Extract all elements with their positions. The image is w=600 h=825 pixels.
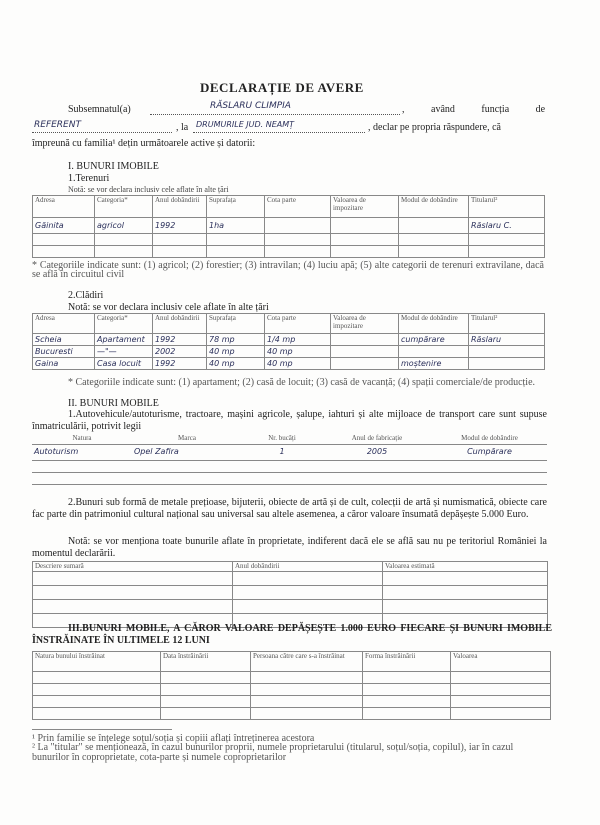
table-cell: 40 mp	[265, 358, 331, 370]
table-row	[32, 444, 547, 460]
institution-underline	[193, 132, 365, 133]
table-row	[33, 572, 548, 586]
header-cell: Titularul²	[469, 314, 545, 334]
header-cell: Suprafața	[207, 314, 265, 334]
footnote-1: ¹ Prin familie se înțelege soțul/soția și copiii aflați întreținerea acestora	[32, 733, 315, 744]
header-cell: Anul dobândirii	[153, 196, 207, 218]
header-cell: Natura bunului înstrăinat	[33, 652, 161, 672]
table-cell: 1992	[153, 358, 207, 370]
header-cell: Adresa	[33, 196, 95, 218]
cladiri-footnote: * Categoriile indicate sunt: (1) apartament; (2) casă de locuit; (3) casă de vacanță; (4) spații comerciale/de producție.	[68, 377, 536, 388]
header-cell: Marca	[132, 434, 242, 444]
table-cell	[331, 358, 399, 370]
header-cell: Adresa	[33, 314, 95, 334]
table-cell: Răslaru C.	[469, 218, 545, 234]
intro-functie: , având funcția de	[402, 104, 546, 115]
terenuri-footnote: * Categoriile indicate sunt: (1) agricol; (2) forestier; (3) intravilan; (4) luciu apă; (5) alte categorii de terenuri extravilane, dacă se află în circuitul civil	[32, 260, 544, 280]
declarant-institution: DRUMURILE JUD. NEAMȚ	[196, 120, 295, 129]
table-row	[33, 334, 545, 346]
table-cell: 1/4 mp	[265, 334, 331, 346]
table-cell: 2005	[322, 444, 432, 460]
vehicles-table	[32, 434, 547, 485]
terenuri-table	[32, 195, 545, 258]
cladiri-table	[32, 313, 545, 370]
header-cell: Valoarea de impozitare	[331, 196, 399, 218]
header-cell: Modul de dobândire	[399, 314, 469, 334]
table-cell	[331, 334, 399, 346]
header-cell: Anul dobândirii	[153, 314, 207, 334]
table-cell: cumpărare	[399, 334, 469, 346]
name-underline	[150, 114, 400, 115]
header-cell: Persoana către care s-a înstrăinat	[251, 652, 363, 672]
table-cell: 1	[242, 444, 322, 460]
table-row	[33, 708, 551, 720]
table-cell: Apartament	[95, 334, 153, 346]
declarant-name: RĂSLARU CLIMPIA	[210, 101, 291, 111]
valuables-table	[32, 561, 548, 628]
page-title: DECLARAȚIE DE AVERE	[200, 80, 364, 95]
header-cell: Data înstrăinării	[161, 652, 251, 672]
intro-line2: împreună cu familia¹ dețin următoarele active și datorii:	[32, 138, 256, 149]
alienated-table	[32, 651, 551, 720]
section2-p1: 1.Autovehicule/autoturisme, tractoare, mașini agricole, șalupe, iahturi și alte mijloace de transport care sunt supuse înmatriculării, potrivit legii	[32, 409, 547, 432]
header-cell: Modul de dobândire	[399, 196, 469, 218]
intro-la: , la	[176, 122, 189, 133]
table-cell	[399, 218, 469, 234]
header-cell: Cota parte	[265, 314, 331, 334]
table-cell: 40 mp	[207, 358, 265, 370]
table-cell: Gaina	[33, 358, 95, 370]
terenuri-note: Notă: se vor declara inclusiv cele aflate în alte țări	[68, 185, 229, 194]
header-cell: Descriere sumară	[33, 562, 233, 572]
table-row	[33, 358, 545, 370]
section2-heading: II. BUNURI MOBILE	[68, 398, 159, 409]
header-cell: Categoria*	[95, 314, 153, 334]
table-cell: agricol	[95, 218, 153, 234]
intro-declar: , declar pe propria răspundere, că	[368, 122, 501, 133]
section2-p3: Notă: se vor menționa toate bunurile aflate în proprietate, indiferent dacă ele se află sau nu pe teritoriul României la momentul declarării.	[32, 536, 547, 559]
table-cell	[399, 346, 469, 358]
header-cell: Categoria*	[95, 196, 153, 218]
table-cell: Răslaru	[469, 334, 545, 346]
header-cell: Forma înstrăinării	[363, 652, 451, 672]
header-cell: Anul de fabricație	[322, 434, 432, 444]
header-cell: Valoarea de impozitare	[331, 314, 399, 334]
table-cell: Găinita	[33, 218, 95, 234]
table-cell: Autoturism	[32, 444, 132, 460]
table-cell: 1992	[153, 218, 207, 234]
table-header-row	[33, 562, 548, 572]
terenuri-title: 1.Terenuri	[68, 173, 110, 184]
table-cell	[469, 358, 545, 370]
table-cell	[265, 218, 331, 234]
table-cell: 78 mp	[207, 334, 265, 346]
footnote-separator	[32, 729, 172, 730]
table-cell: Opel Zafira	[132, 444, 242, 460]
footnote-2: ² La "titular" se menționează, în cazul bunurilor proprii, numele proprietarului (titularul, soțul/soția, copilul), iar în cazul bunurilor în coproprietate, cota-parte și numele coproprietarilor	[32, 742, 514, 763]
table-row	[32, 460, 547, 472]
table-cell: Bucuresti	[33, 346, 95, 358]
section1-heading: I. BUNURI IMOBILE	[68, 161, 159, 172]
table-header-row	[32, 434, 547, 444]
table-cell	[469, 346, 545, 358]
cladiri-title: 2.Clădiri	[68, 290, 104, 301]
table-header-row	[33, 314, 545, 334]
table-cell: 1ha	[207, 218, 265, 234]
table-cell	[331, 218, 399, 234]
table-row	[33, 672, 551, 684]
table-cell: 2002	[153, 346, 207, 358]
table-cell: 40 mp	[207, 346, 265, 358]
table-cell: Cumpărare	[432, 444, 547, 460]
table-cell: Scheia	[33, 334, 95, 346]
table-cell: Casa locuit	[95, 358, 153, 370]
intro-subsemnatul: Subsemnatul(a)	[68, 104, 131, 115]
declarant-function: REFERENT	[34, 120, 81, 130]
table-cell: —"—	[95, 346, 153, 358]
section3-heading: III.BUNURI MOBILE, A CĂROR VALOARE DEPĂȘEȘTE 1.000 EURO FIECARE ȘI BUNURI IMOBILE ÎNSTRĂINATE ÎN ULTIMELE 12 LUNI	[32, 623, 552, 646]
table-row	[32, 472, 547, 484]
table-row	[33, 346, 545, 358]
table-row	[33, 600, 548, 614]
table-row	[33, 696, 551, 708]
header-cell: Natura	[32, 434, 132, 444]
section2-p2: 2.Bunuri sub formă de metale prețioase, bijuterii, obiecte de artă și de cult, colecții de artă și numismatică, obiecte care fac parte din patrimoniul cultural național sau universal sau altele asemenea, a căror valoare însumată depășește 5.000 Euro.	[32, 497, 547, 520]
function-underline	[32, 132, 172, 133]
table-header-row	[33, 196, 545, 218]
table-row	[33, 246, 545, 258]
table-row	[33, 586, 548, 600]
header-cell: Anul dobândirii	[233, 562, 383, 572]
cladiri-note: Notă: se vor declara inclusiv cele aflate în alte țări	[68, 302, 269, 313]
table-cell: 1992	[153, 334, 207, 346]
table-header-row	[33, 652, 551, 672]
header-cell: Nr. bucăți	[242, 434, 322, 444]
table-cell	[331, 346, 399, 358]
header-cell: Titularul²	[469, 196, 545, 218]
header-cell: Valoarea	[451, 652, 551, 672]
header-cell: Suprafața	[207, 196, 265, 218]
table-cell: 40 mp	[265, 346, 331, 358]
table-cell: moștenire	[399, 358, 469, 370]
header-cell: Modul de dobândire	[432, 434, 547, 444]
header-cell: Cota parte	[265, 196, 331, 218]
header-cell: Valoarea estimată	[383, 562, 548, 572]
table-row	[33, 218, 545, 234]
table-row	[33, 234, 545, 246]
table-row	[33, 684, 551, 696]
